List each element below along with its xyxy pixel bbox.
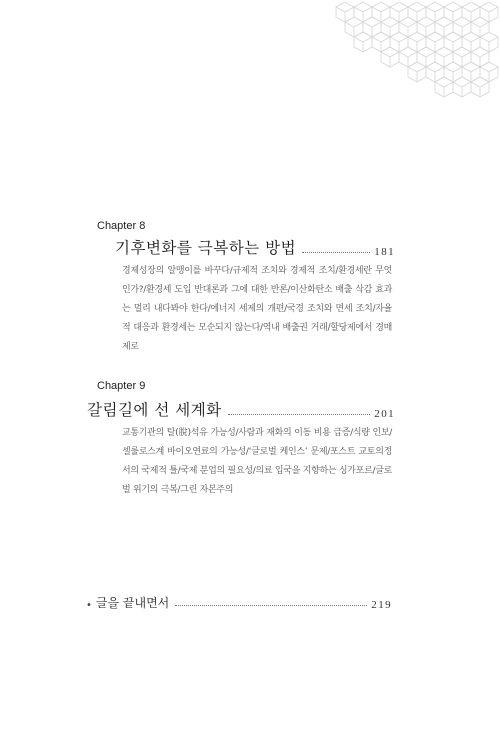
chapter-8-title: 기후변화를 극복하는 방법 [115, 239, 297, 257]
cube-shape [426, 32, 444, 52]
chapter-8-summary: 경제성장의 알맹이를 바꾸다/규제적 조치와 경제적 조치/환경세란 무엇인가?/환경세 도입 반대론과 그에 대한 반론/이산화탄소 배출 삭감 효과는 멀리 내다봐야 한다/에너지 세제의 개편/국경 조치와 면세 조치/자율적 대응과 환경세는 모순되지 않는다/역내 배출권 거래/할당제에서 경매제로 [122, 266, 392, 352]
cube-shape [417, 47, 435, 67]
cube-shape [480, 62, 498, 82]
cube-shape [354, 32, 372, 52]
decorative-cube-pattern [315, 0, 500, 110]
chapter-8-page: 181 [374, 246, 395, 258]
cube-shape [363, 17, 381, 37]
cube-shape [471, 77, 489, 97]
cube-shape [417, 17, 435, 37]
closing-page: 219 [371, 599, 392, 611]
cube-shape [399, 47, 417, 67]
cube-shape [372, 2, 390, 22]
closing-title: 글을 끝내면서 [95, 596, 170, 610]
cube-shape [453, 47, 471, 67]
chapter-9-title: 갈림길에 선 세계화 [87, 401, 222, 419]
cube-shape [354, 2, 372, 22]
cube-shape [462, 2, 480, 22]
cube-shape [372, 32, 390, 52]
chapter-9-label: Chapter 9 [97, 380, 146, 392]
chapter-8-title-row[interactable] [115, 236, 395, 258]
dot-leader [302, 252, 370, 253]
cube-shape [381, 47, 399, 67]
cube-shape [426, 62, 444, 82]
chapter-9-summary: 교통기관의 탈(脫)석유 가능성/사람과 재화의 이동 비용 급증/식량 인보/셀룰로스계 바이오연료의 가능성/‘글로벌 케인스’ 문제/포스트 교토의정서의 국제적 틀/국제 분업의 필요성/의료 입국을 지향하는 싱가포르/글로벌 위기의 극복/그린 자본주의 [122, 428, 392, 495]
cube-shape [453, 17, 471, 37]
cube-shape [390, 32, 408, 52]
cube-shape [480, 32, 498, 52]
cube-shape [462, 62, 480, 82]
cube-shape [435, 47, 453, 67]
cube-shape [408, 2, 426, 22]
cube-shape [381, 17, 399, 37]
dot-leader [228, 414, 371, 415]
chapter-8-label: Chapter 8 [97, 220, 146, 232]
cube-shape [471, 17, 489, 37]
cube-shape [336, 2, 354, 22]
cube-shape [471, 47, 489, 67]
cube-shape [345, 17, 363, 37]
cube-shape [408, 32, 426, 52]
cube-shape [435, 77, 453, 97]
cube-shape [426, 2, 444, 22]
cube-shape [444, 2, 462, 22]
cube-shape [453, 77, 471, 97]
cube-shape [480, 2, 498, 22]
cube-shape [444, 32, 462, 52]
dot-leader [175, 605, 367, 606]
closing-entry-row[interactable] [86, 594, 392, 611]
cube-shape [444, 62, 462, 82]
cube-shape [399, 17, 417, 37]
cube-shape [435, 17, 453, 37]
cube-shape [462, 32, 480, 52]
cube-shape [390, 2, 408, 22]
bullet-icon: • [86, 600, 92, 611]
cube-shape [408, 62, 426, 82]
chapter-9-page: 201 [374, 408, 395, 420]
chapter-9-title-row[interactable] [87, 398, 395, 420]
